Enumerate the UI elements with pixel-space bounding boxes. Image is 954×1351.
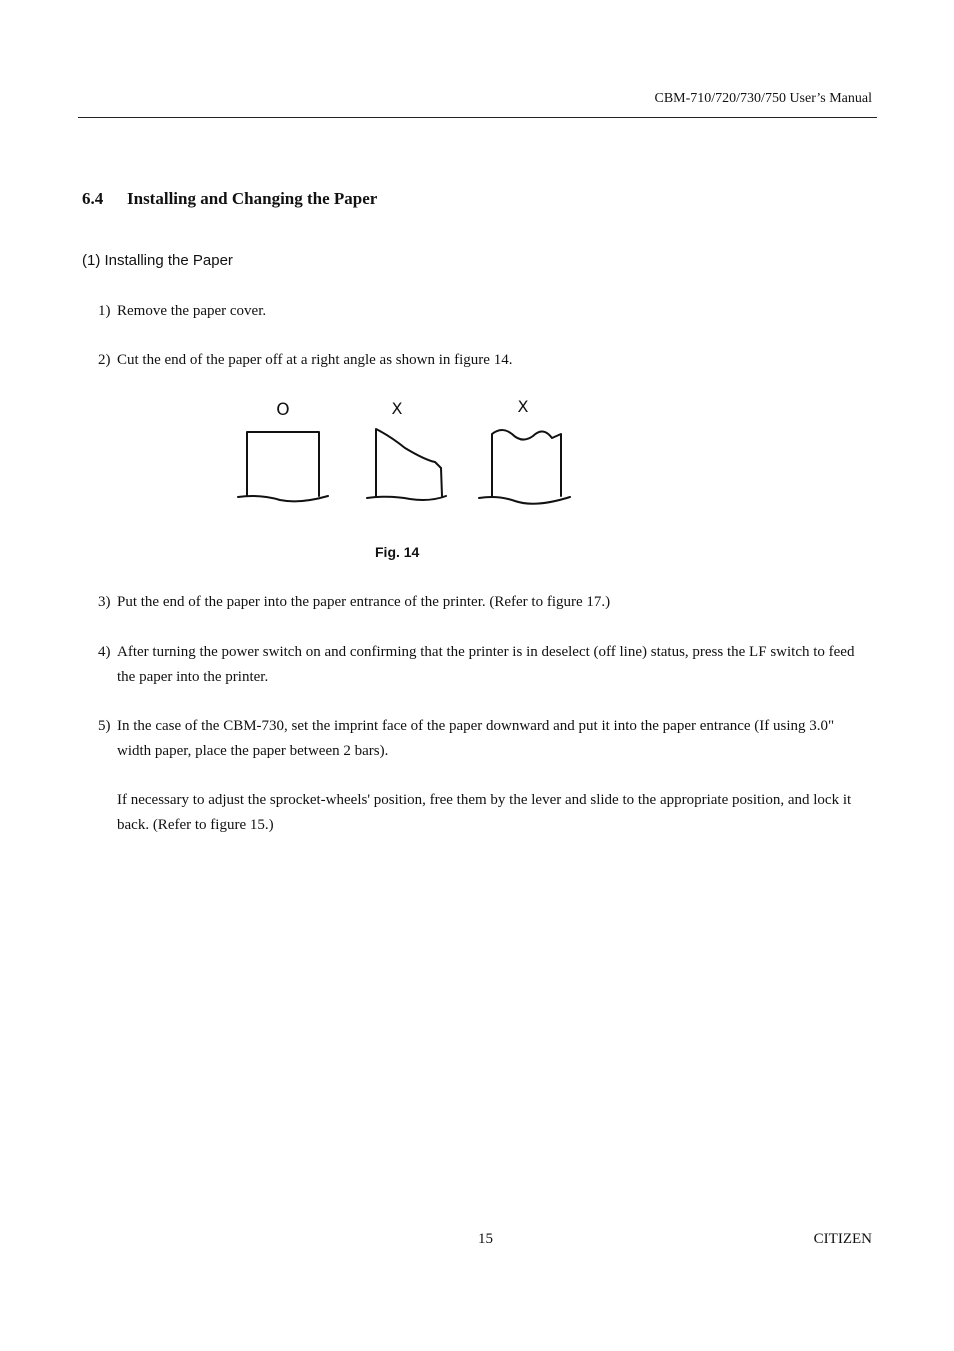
subsection-heading: (1) Installing the Paper (82, 252, 233, 269)
mark-wrong-2: X (517, 397, 529, 416)
paper-correct-shape (247, 432, 319, 496)
step-number: 2) (98, 352, 111, 368)
step-text: Cut the end of the paper off at a right angle as shown in figure 14. (117, 352, 513, 368)
step-2 (98, 348, 868, 373)
step-1 (98, 299, 868, 324)
footer-brand: CITIZEN (813, 1231, 872, 1247)
section-heading (82, 189, 377, 209)
step-number: 5) (98, 718, 111, 734)
figure-caption: Fig. 14 (375, 544, 420, 560)
mark-correct: O (276, 400, 290, 420)
step-text: After turning the power switch on and confirming that the printer is in deselect (off line) status, press the LF switch to feed the paper into the printer. (117, 644, 855, 685)
step-4 (98, 640, 868, 690)
step-text: In the case of the CBM-730, set the imprint face of the paper downward and put it into the paper entrance (If using 3.0" width paper, place the paper between 2 bars). (117, 718, 835, 759)
step-5 (98, 714, 868, 764)
step-3 (98, 590, 868, 615)
note-paragraph: If necessary to adjust the sprocket-wheels' position, free them by the lever and slide to the appropriate position, and lock it back. (Refer to figure 15.) (117, 792, 852, 833)
paper-slanted-shape (376, 429, 442, 496)
page-number: 15 (478, 1231, 493, 1247)
step-text: Remove the paper cover. (117, 303, 267, 319)
running-header: CBM-710/720/730/750 User’s Manual (654, 91, 872, 106)
paper-correct-tear (238, 496, 328, 501)
paper-slanted-tear (367, 496, 446, 500)
paper-cut-diagram (230, 392, 580, 517)
step-number: 4) (98, 644, 111, 660)
step-number: 3) (98, 594, 111, 610)
mark-wrong-1: X (391, 399, 403, 418)
step-text: Put the end of the paper into the paper entrance of the printer. (Refer to figure 17.) (117, 594, 611, 610)
figure-paper-cut (230, 392, 580, 517)
paper-wavy-shape (492, 430, 561, 496)
section-number: 6.4 (82, 189, 104, 208)
paper-wavy-tear (479, 497, 570, 504)
step-number: 1) (98, 303, 111, 319)
header-divider (78, 117, 877, 118)
section-title: Installing and Changing the Paper (127, 189, 378, 208)
